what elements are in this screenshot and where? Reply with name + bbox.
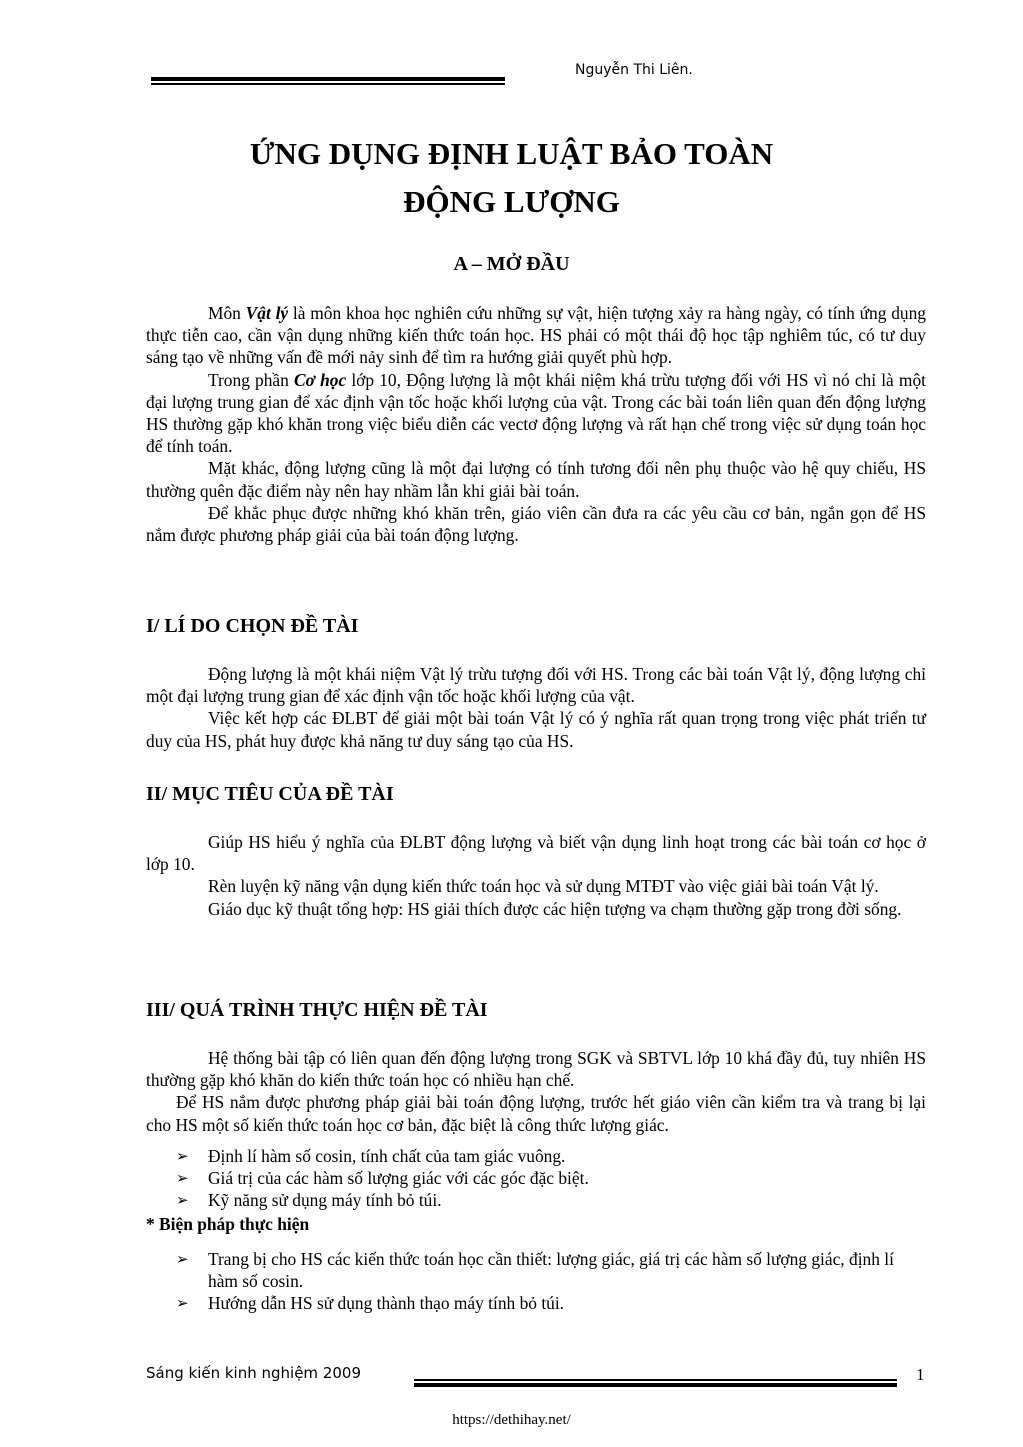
footer-title: Sáng kiến kinh nghiệm 2009: [146, 1364, 361, 1382]
section-3-paragraph-1: Hệ thống bài tập có liên quan đến động lượng trong SGK và SBTVL lớp 10 khá đầy đủ, tuy nhiên HS thường gặp khó khăn do kiến thức toán học có nhiều hạn chế.: [146, 1048, 926, 1091]
list-item: ➢ Giá trị của các hàm số lượng giác với các góc đặc biệt.: [176, 1168, 589, 1189]
section-2-paragraph-1: Giúp HS hiểu ý nghĩa của ĐLBT động lượng và biết vận dụng linh hoạt trong các bài toán cơ học ở lớp 10.: [146, 832, 926, 875]
section-1-paragraph-1: Động lượng là một khái niệm Vật lý trừu tượng đối với HS. Trong các bài toán Vật lý, động lượng chỉ một đại lượng trung gian để xác định vận tốc hoặc khối lượng của vật.: [146, 664, 926, 707]
section-1-block: [146, 663, 926, 752]
title-line-1: ỨNG DỤNG ĐỊNH LUẬT BẢO TOÀN: [249, 136, 774, 171]
intro-paragraph-4: Để khắc phục được những khó khăn trên, giáo viên cần đưa ra các yêu cầu cơ bản, ngắn gọn để HS nắm được phương pháp giải của bài toán động lượng.: [146, 502, 926, 546]
list-item: ➢ Kỹ năng sử dụng máy tính bỏ túi.: [176, 1190, 442, 1211]
intro-paragraph-2: Trong phần Cơ học lớp 10, Động lượng là một khái niệm khá trừu tượng đối với HS vì nó chỉ là một đại lượng trung gian để xác định vận tốc hoặc khối lượng của vật. Trong các bài toán liên quan đến động lượng HS thường gặp khó khăn trong việc biểu diễn các vectơ động lượng và rất hạn chế trong việc sử dụng toán học để tính toán.: [146, 369, 926, 457]
arrow-bullet-icon: ➢: [176, 1191, 189, 1210]
section-1-heading: I/ LÍ DO CHỌN ĐỀ TÀI: [146, 615, 359, 637]
section-2-paragraph-3: Giáo dục kỹ thuật tổng hợp: HS giải thích được các hiện tượng va chạm thường gặp trong đời sống.: [208, 898, 902, 919]
arrow-bullet-icon: ➢: [176, 1169, 189, 1188]
math-prerequisites-list: [146, 1145, 926, 1212]
section-a-heading: A – MỞ ĐẦU: [453, 253, 570, 275]
source-url: https://dethihay.net/: [452, 1412, 571, 1428]
list-item: ➢ Hướng dẫn HS sử dụng thành thạo máy tính bỏ túi.: [176, 1293, 565, 1314]
measures-heading: * Biện pháp thực hiện: [146, 1214, 310, 1235]
intro-block: [146, 302, 926, 546]
section-3-heading: III/ QUÁ TRÌNH THỰC HIỆN ĐỀ TÀI: [146, 999, 488, 1021]
list-item: ➢ Định lí hàm số cosin, tính chất của tam giác vuông.: [176, 1145, 566, 1166]
header-rule: [151, 77, 505, 86]
measures-list: [146, 1248, 926, 1315]
section-3-block: [146, 1047, 926, 1314]
section-3-paragraph-2: Để HS nắm được phương pháp giải bài toán động lượng, trước hết giáo viên cần kiểm tra và trang bị lại cho HS một số kiến thức toán học cơ bản, đặc biệt là công thức lượng giác.: [146, 1092, 926, 1135]
section-1-paragraph-2: Việc kết hợp các ĐLBT để giải một bài toán Vật lý có ý nghĩa rất quan trọng trong việc phát triển tư duy của HS, phát huy được khả năng tư duy sáng tạo của HS.: [146, 708, 926, 751]
section-2-paragraph-2: Rèn luyện kỹ năng vận dụng kiến thức toán học và sử dụng MTĐT vào việc giải bài toán Vật lý.: [208, 876, 879, 897]
list-item: ➢ Trang bị cho HS các kiến thức toán học cần thiết: lượng giác, giá trị các hàm số lượng giác, định lí hàm số cosin.: [176, 1248, 894, 1291]
arrow-bullet-icon: ➢: [176, 1249, 189, 1268]
intro-paragraph-3: Mặt khác, động lượng cũng là một đại lượng có tính tương đối nên phụ thuộc vào hệ quy chiếu, HS thường quên đặc điểm này nên hay nhầm lẫn khi giải bài toán.: [146, 458, 926, 501]
arrow-bullet-icon: ➢: [176, 1146, 189, 1165]
page-number: 1: [916, 1365, 925, 1384]
footer-rule: [414, 1379, 897, 1388]
title-line-2: ĐỘNG LƯỢNG: [403, 184, 620, 219]
arrow-bullet-icon: ➢: [176, 1294, 189, 1313]
section-2-block: [146, 831, 926, 920]
section-2-heading: II/ MỤC TIÊU CỦA ĐỀ TÀI: [146, 783, 394, 805]
intro-paragraph-1: Môn Vật lý là môn khoa học nghiên cứu những sự vật, hiện tượng xảy ra hàng ngày, có tính ứng dụng thực tiễn cao, cần vận dụng những kiến thức toán học. HS phải có một thái độ học tập nghiêm túc, có tư duy sáng tạo về những vấn đề mới nảy sinh để tìm ra hướng giải quyết phù hợp.: [146, 303, 927, 368]
author-name: Nguyễn Thi Liên.: [575, 62, 693, 78]
